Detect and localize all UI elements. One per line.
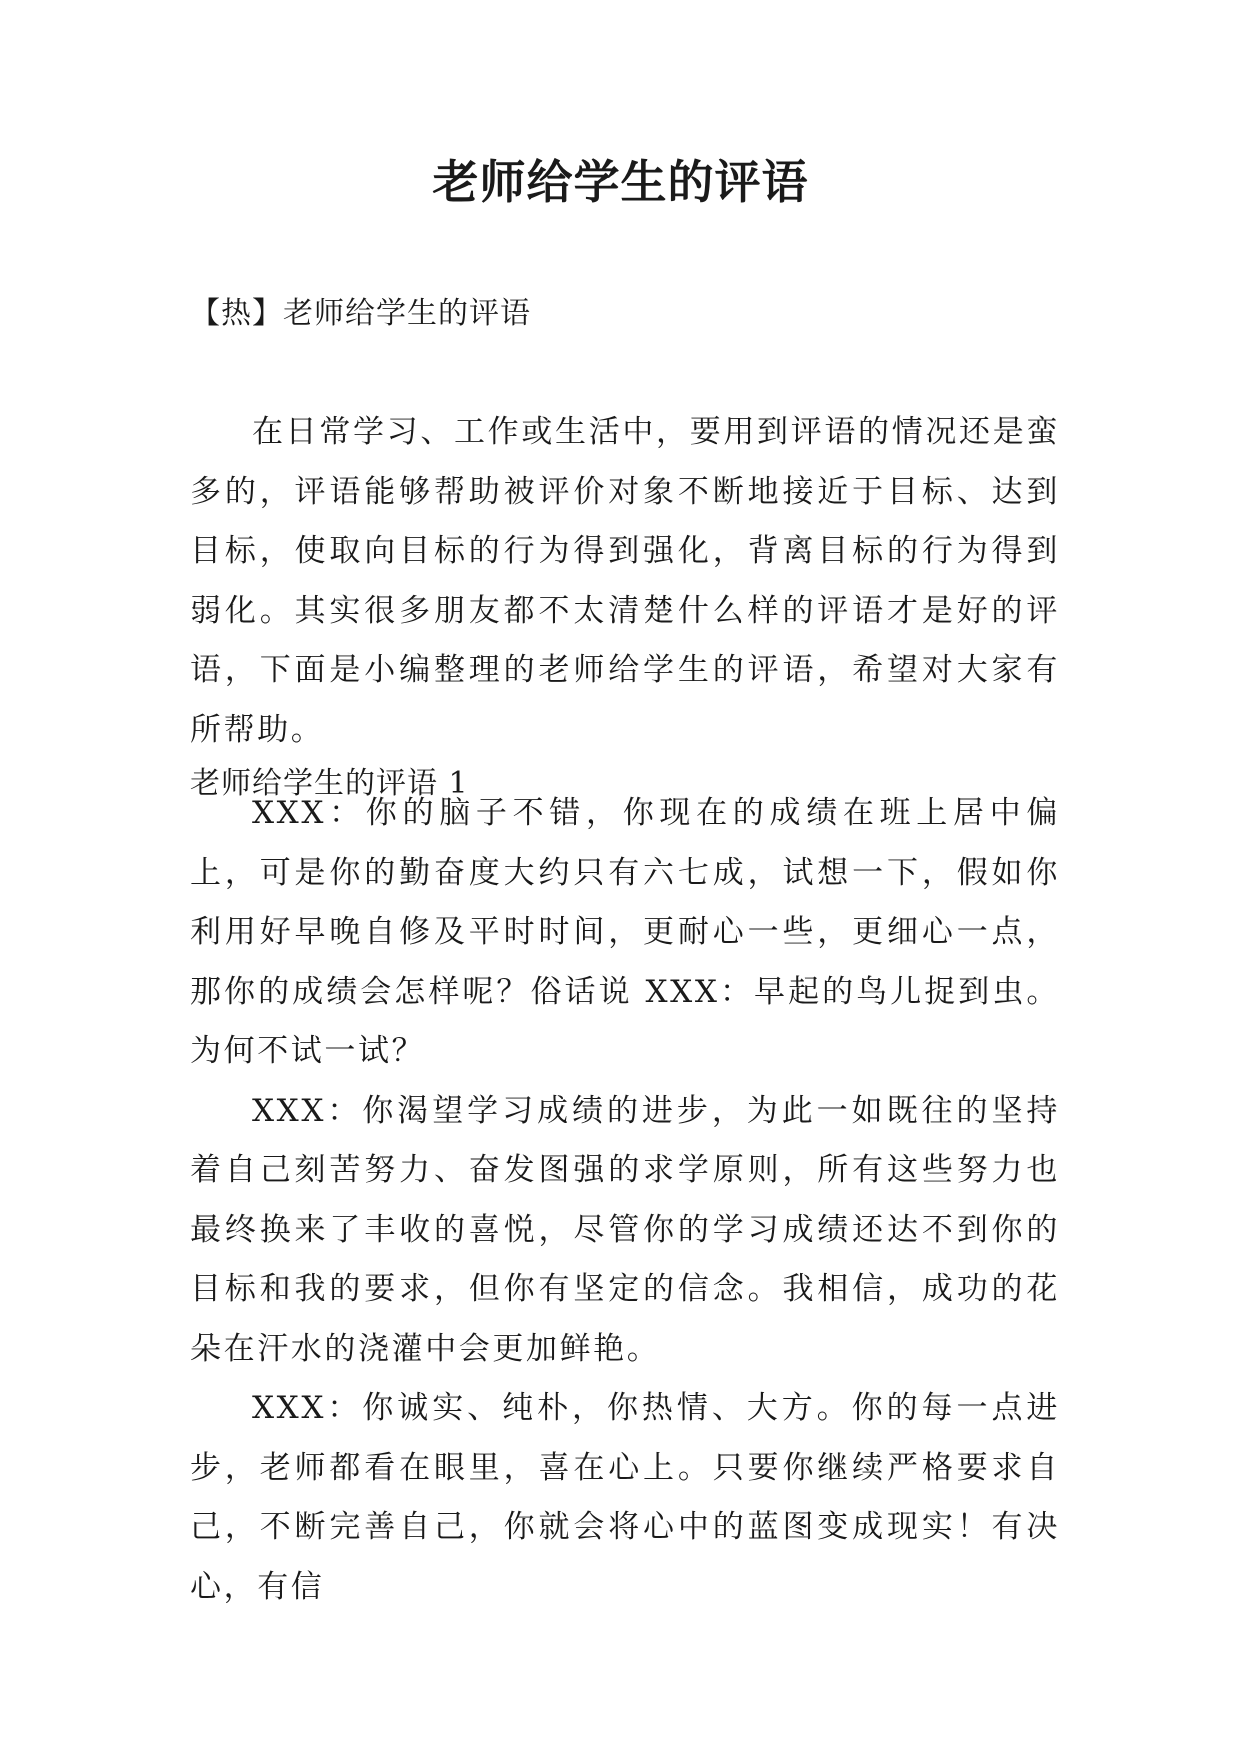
document-title: 老师给学生的评语	[432, 155, 809, 209]
comment-paragraph: XXX：你的脑子不错，你现在的成绩在班上居中偏上，可是你的勤奋度大约只有六七成，试想一下，假如你利用好早晚自修及平时时间，更耐心一些，更细心一点，那你的成绩会怎样呢？俗话说 XXX：早起的鸟儿捉到虫。为何不试一试？	[190, 795, 1060, 1069]
comments-section	[190, 784, 1060, 1617]
intro-section	[190, 403, 1060, 760]
comment-paragraph: XXX：你诚实、纯朴，你热情、大方。你的每一点进步，老师都看在眼里，喜在心上。只要你继续严格要求自己，不断完善自己，你就会将心中的蓝图变成现实！有决心，有信	[190, 1390, 1060, 1605]
intro-paragraph: 在日常学习、工作或生活中，要用到评语的情况还是蛮多的，评语能够帮助被评价对象不断地接近于目标、达到目标，使取向目标的行为得到强化，背离目标的行为得到弱化。其实很多朋友都不太清楚什么样的评语才是好的评语，下面是小编整理的老师给学生的评语，希望对大家有所帮助。	[190, 414, 1060, 748]
document-subtitle: 【热】老师给学生的评语	[190, 296, 531, 331]
comment-paragraph: XXX：你渴望学习成绩的进步，为此一如既往的坚持着自己刻苦努力、奋发图强的求学原则，所有这些努力也最终换来了丰收的喜悦，尽管你的学习成绩还达不到你的目标和我的要求，但你有坚定的信念。我相信，成功的花朵在汗水的浇灌中会更加鲜艳。	[190, 1092, 1060, 1367]
section-heading: 老师给学生的评语 1	[190, 766, 469, 801]
